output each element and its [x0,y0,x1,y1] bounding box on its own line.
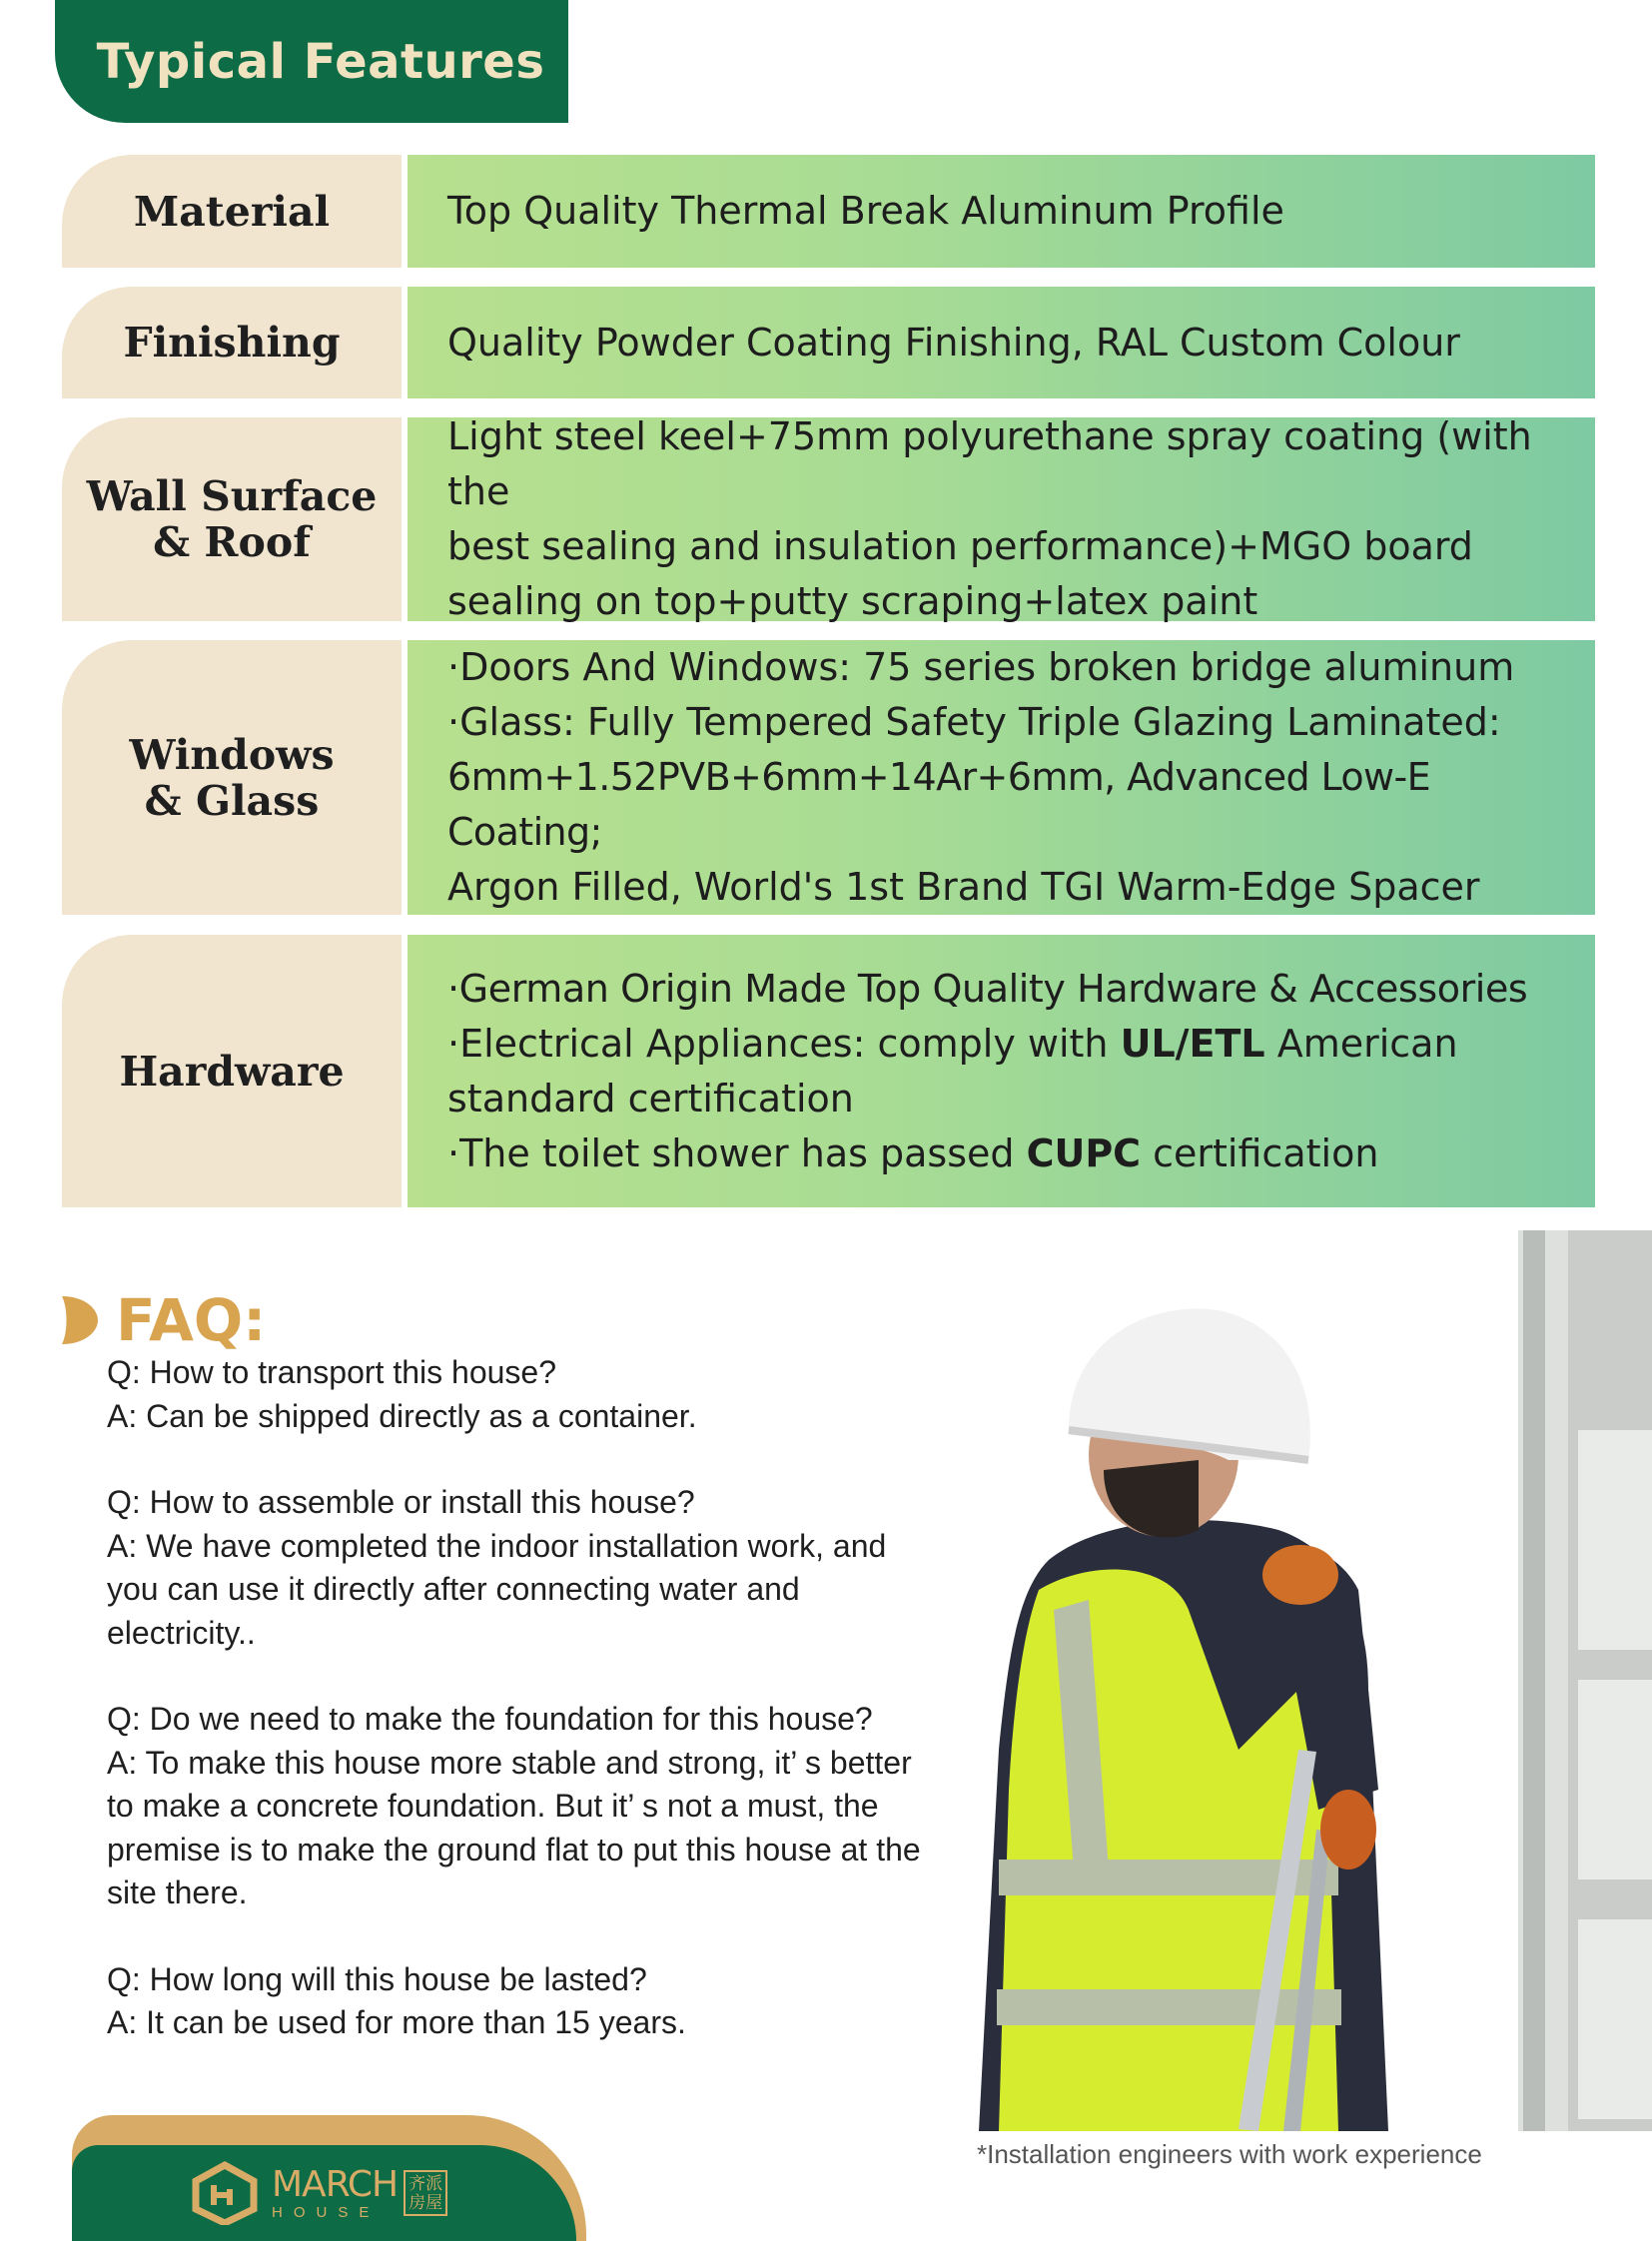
feature-value [408,155,1595,268]
faq-question: Q: How to transport this house? [107,1354,556,1390]
faq-question: Q: How long will this house be lasted? [107,1960,647,1997]
faq-title: FAQ: [116,1286,267,1354]
brand-logo [190,2161,447,2225]
feature-value-line: ·German Origin Made Top Quality Hardware & Accessories [447,966,1528,1011]
faq-answer: A: We have completed the indoor installation work, and [107,1527,887,1564]
feature-value [408,935,1595,1207]
feature-label-line: Windows [129,730,335,779]
photo-caption: *Installation engineers with work experience [977,2139,1482,2169]
feature-label [62,640,402,915]
feature-value-line: 6mm+1.52PVB+6mm+14Ar+6mm, Advanced Low-E Coating; [447,755,1431,854]
certification-badge-cupc: CUPC [1026,1130,1142,1175]
feature-value [408,414,1595,623]
feature-value-line: ·Glass: Fully Tempered Safety Triple Glazing Laminated: [447,700,1501,744]
faq-answer: premise is to make the ground flat to put this house at the [107,1831,921,1868]
footer-bar [72,2145,576,2241]
faq-answer: A: It can be used for more than 15 years. [107,2004,686,2040]
feature-value-line: ·Doors And Windows: 75 series broken bridge aluminum [447,645,1515,689]
faq-answer: site there. [107,1874,248,1910]
feature-value [408,287,1595,398]
feature-value-line: ·The toilet shower has passed CUPC certification [447,1130,1379,1175]
feature-value-line: Argon Filled, World's 1st Brand TGI Warm-Edge Spacer [447,865,1480,909]
faq-item [107,1698,946,1915]
feature-value [408,640,1595,915]
feature-value-line: Light steel keel+75mm polyurethane spray coating (with the [447,414,1532,513]
feature-label: Finishing [62,287,402,398]
feature-value-line: standard certification [447,1076,854,1120]
feature-row-hardware [62,935,1595,1207]
faq-answer: to make a concrete foundation. But it’ s not a must, the [107,1788,879,1824]
logo-subtitle: HOUSE [272,2203,381,2221]
worker-illustration [939,1230,1652,2131]
faq-answer: electricity.. [107,1614,256,1651]
feature-value-line: ·Electrical Appliances: comply with UL/ETL American [447,1021,1458,1066]
faq-answer: A: To make this house more stable and strong, it’ s better [107,1744,912,1781]
faq-answer: A: Can be shipped directly as a container. [107,1397,697,1434]
feature-label-line: & Roof [153,518,311,566]
worker-photo [939,1230,1652,2131]
feature-label: Material [62,155,402,268]
logo-text [272,2163,399,2221]
feature-row-material [62,155,1595,268]
certification-badge-ul-etl: UL/ETL [1120,1021,1265,1066]
feature-value-line: Quality Powder Coating Finishing, RAL Custom Colour [447,320,1460,365]
feature-label-line: Wall Surface [86,472,378,520]
feature-label-line: & Glass [144,776,320,825]
leaf-icon [54,1292,102,1348]
faq-heading [54,1286,266,1354]
house-logo-icon [190,2161,260,2225]
logo-wordmark: MARCH [272,2163,399,2205]
feature-row-wall-surface [62,414,1595,623]
faq-item [107,1481,946,1655]
faq-question: Q: Do we need to make the foundation for this house? [107,1701,873,1737]
feature-label [62,417,402,621]
feature-value-line: Top Quality Thermal Break Aluminum Profile [447,189,1284,233]
feature-value-line: sealing on top+putty scraping+latex paint [447,579,1258,623]
header-tab [55,0,568,123]
faq-item [107,1351,946,1438]
section-title: Typical Features [96,33,545,90]
faq-question: Q: How to assemble or install this house? [107,1484,695,1520]
logo-chinese-mark: 齐派 房屋 [404,2170,447,2216]
feature-value-line: best sealing and insulation performance)+MGO board [447,524,1473,568]
faq-item [107,1958,946,2045]
faq-answer: you can use it directly after connecting water and [107,1571,800,1607]
feature-label: Hardware [62,935,402,1207]
feature-row-windows [62,640,1595,915]
faq-list [107,1351,946,2088]
feature-row-finishing [62,287,1595,398]
